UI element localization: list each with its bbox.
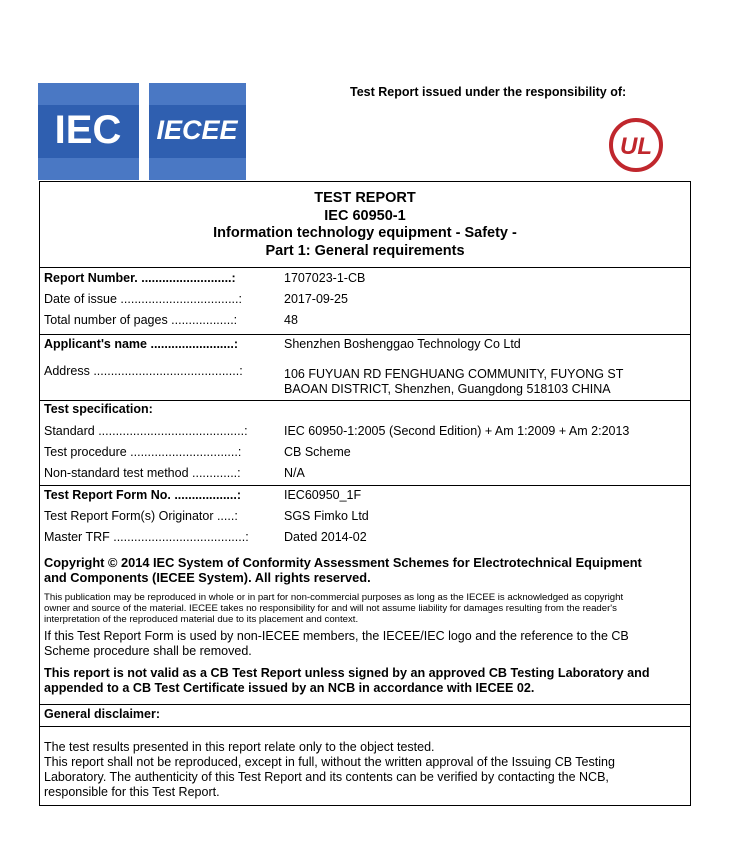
disclaimer-heading-section xyxy=(40,704,690,727)
address-line-1: 106 FUYUAN RD FENGHUANG COMMUNITY, FUYONG ST xyxy=(284,367,624,381)
applicant-label: Applicant's name ........................: xyxy=(44,337,238,351)
report-number-label: Report Number. ..........................: xyxy=(44,271,236,285)
disclaimer-line-2: This report shall not be reproduced, except in full, without the written approval of the Issuing CB Testing xyxy=(44,755,615,769)
trf-originator-label: Test Report Form(s) Originator .....: xyxy=(44,509,238,523)
non-member-line-1: If this Test Report Form is used by non-IECEE members, the IECEE/IEC logo and the reference to the CB xyxy=(44,629,629,643)
validity-line-1: This report is not valid as a CB Test Report unless signed by an approved CB Testing Laboratory and xyxy=(44,666,650,680)
reproduction-line-1: This publication may be reproduced in whole or in part for non-commercial purposes as long as the IECEE is acknowledged as copyright xyxy=(44,592,624,603)
iec-logo-text: IEC xyxy=(54,108,122,152)
report-number-value: 1707023-1-CB xyxy=(284,271,366,285)
master-trf-value: Dated 2014-02 xyxy=(284,530,367,544)
address-line-2: BAOAN DISTRICT, Shenzhen, Guangdong 518103 CHINA xyxy=(284,382,611,396)
ul-logo-text: UL xyxy=(620,133,652,160)
test-spec-section xyxy=(40,400,690,486)
standard-value: IEC 60950-1:2005 (Second Edition) + Am 1:2009 + Am 2:2013 xyxy=(284,424,630,438)
trf-label: Test Report Form No. ..................: xyxy=(44,488,242,502)
report-info-section xyxy=(40,268,690,335)
trf-value: IEC60950_1F xyxy=(284,488,362,502)
test-procedure-value: CB Scheme xyxy=(284,445,351,459)
reproduction-line-3: interpretation of the reproduced material due to its placement and context. xyxy=(44,614,359,625)
standard-label: Standard ..........................................: xyxy=(44,424,248,438)
applicant-value: Shenzhen Boshenggao Technology Co Ltd xyxy=(284,337,521,351)
validity-notice xyxy=(44,666,684,696)
total-pages-value: 48 xyxy=(284,313,298,327)
disclaimer-text xyxy=(44,740,684,800)
report-header xyxy=(40,182,690,268)
total-pages-label: Total number of pages ..................: xyxy=(44,313,238,327)
non-standard-label: Non-standard test method .............: xyxy=(44,466,241,480)
copyright-line-2: and Components (IECEE System). All rights reserved. xyxy=(44,570,371,585)
report-part: Part 1: General requirements xyxy=(265,242,465,259)
date-of-issue-value: 2017-09-25 xyxy=(284,292,348,306)
test-report-form xyxy=(39,181,691,806)
copyright-line-1: Copyright © 2014 IEC System of Conformity Assessment Schemes for Electrotechnical Equipment xyxy=(44,555,642,570)
disclaimer-line-4: responsible for this Test Report. xyxy=(44,785,220,799)
disclaimer-line-1: The test results presented in this report relate only to the object tested. xyxy=(44,740,435,754)
report-title: TEST REPORT xyxy=(314,190,416,206)
non-member-notice xyxy=(44,629,684,659)
responsibility-heading: Test Report issued under the responsibility of: xyxy=(350,85,627,99)
report-standard: IEC 60950-1 xyxy=(324,207,406,224)
applicant-section xyxy=(40,334,690,401)
test-spec-heading: Test specification: xyxy=(44,402,153,416)
disclaimer-line-3: Laboratory. The authenticity of this Test Report and its contents can be verified by contacting the NCB, xyxy=(44,770,609,784)
trf-originator-value: SGS Fimko Ltd xyxy=(284,509,369,523)
date-of-issue-label: Date of issue ..................................: xyxy=(44,292,242,306)
reproduction-line-2: owner and source of the material. IECEE takes no responsibility for and will not assume liability for damages resulting from the reader's xyxy=(44,603,617,614)
test-procedure-label: Test procedure ...............................: xyxy=(44,445,242,459)
non-standard-value: N/A xyxy=(284,466,305,480)
copyright-notice xyxy=(44,555,684,585)
iecee-logo-text: IECEE xyxy=(156,115,238,145)
iec-logo xyxy=(38,83,139,180)
disclaimer-heading: General disclaimer: xyxy=(44,707,161,721)
ul-logo xyxy=(608,117,664,173)
master-trf-label: Master TRF ......................................: xyxy=(44,530,249,544)
non-member-line-2: Scheme procedure shall be removed. xyxy=(44,644,252,658)
reproduction-notice xyxy=(44,592,684,625)
address-label: Address ..........................................: xyxy=(44,364,243,378)
report-subject: Information technology equipment - Safety - xyxy=(213,225,517,241)
trf-section xyxy=(40,485,690,705)
validity-line-2: appended to a CB Test Certificate issued by an NCB in accordance with IECEE 02. xyxy=(44,681,535,695)
iecee-logo xyxy=(149,83,246,180)
